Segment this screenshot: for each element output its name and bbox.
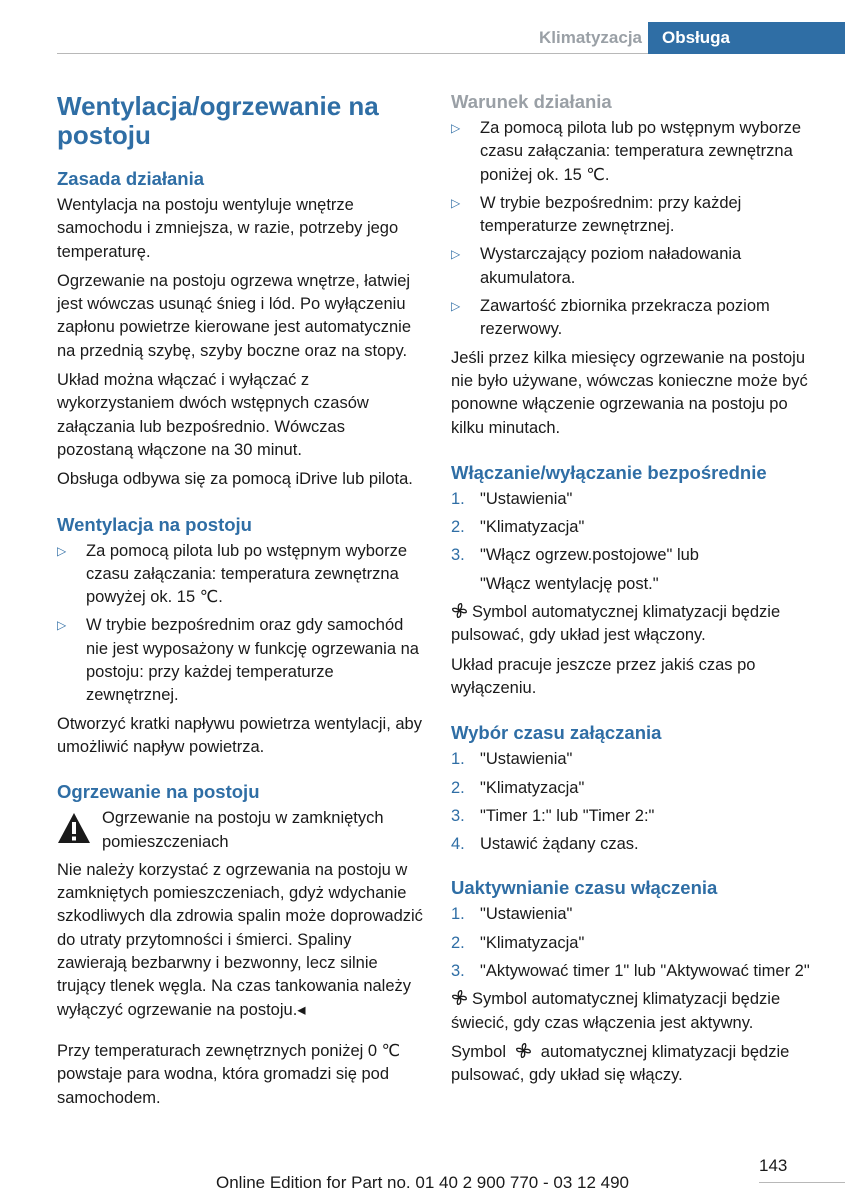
numbered-list (451, 488, 818, 568)
list-item: ▷ W trybie bezpośrednim: przy każdej temperaturze zewnętrznej. (451, 193, 742, 236)
warning-box (57, 807, 424, 854)
triangle-bullet-icon: ▷ (57, 543, 67, 558)
page-number: 143 (759, 1156, 788, 1175)
paragraph: Symbol automatycznej klimatyzacji będzie pulsować, gdy układ się włączy. (451, 1042, 790, 1085)
heading-uaktywnianie: Uaktywnianie czasu włączenia (451, 877, 718, 899)
triangle-bullet-icon: ▷ (451, 195, 461, 210)
header-section-label: Klimatyzacja (539, 28, 642, 47)
paragraph: Jeśli przez kilka miesięcy ogrzewanie na postoju nie było używane, wówczas konieczne może być ponowne włączenie ogrzewania na postoju po kilku minutach. (451, 348, 808, 437)
heading-ogrzewanie: Ogrzewanie na postoju (57, 781, 260, 803)
paragraph: Otworzyć kratki napływu powietrza wentylacji, aby umożliwić napływ powietrza. (57, 714, 422, 756)
fan-icon (451, 602, 468, 619)
triangle-bullet-icon: ▷ (57, 618, 67, 633)
heading-warunek: Warunek działania (451, 91, 612, 112)
numbered-list (451, 903, 818, 983)
list-step: 1. "Ustawienia" (451, 750, 573, 769)
list-step: 4. Ustawić żądany czas. (451, 835, 639, 854)
paragraph: Symbol automatycznej klimatyzacji będzie pulsować, gdy układ jest włączony. (451, 603, 781, 645)
list-step: 2. "Klimatyzacja" (451, 933, 585, 952)
list-item: ▷ Wystarczający poziom naładowania akumulatora. (451, 245, 742, 287)
triangle-bullet-icon: ▷ (451, 121, 461, 135)
paragraph: Układ pracuje jeszcze przez jakiś czas po wyłączeniu. (451, 655, 756, 697)
list-item: ▷ Za pomocą pilota lub po wstępnym wyborze czasu załączania: temperatura zewnętrzna powyżej ok. 15 ℃. (57, 541, 407, 607)
heading-wlaczanie: Włączanie/wyłączanie bezpośrednie (451, 461, 767, 483)
list-step: 3. "Aktywować timer 1" lub "Aktywować timer 2" (451, 962, 810, 981)
paragraph: Przy temperaturach zewnętrznych poniżej 0 ℃ powstaje para wodna, która gromadzi się pod samochodem. (57, 1041, 401, 1107)
bullet-list (451, 117, 818, 342)
right-column (451, 90, 818, 1094)
list-step: 3. "Timer 1:" lub "Timer 2:" (451, 806, 655, 825)
fan-icon (515, 1042, 532, 1059)
paragraph: Wentylacja na postoju wentyluje wnętrze samochodu i zmniejsza, w razie, potrzeby jego temperaturę. (57, 196, 399, 261)
list-step: 2. "Klimatyzacja" (451, 778, 585, 797)
list-step: 3. "Włącz ogrzew.postojowe" lub (451, 546, 699, 565)
footer-edition: Online Edition for Part no. 01 40 2 900 770 - 03 12 490 (215, 1173, 629, 1192)
fan-icon (451, 989, 468, 1006)
left-column (57, 90, 424, 1116)
warning-title: Ogrzewanie na postoju w zamkniętych pomieszczeniach (102, 809, 384, 851)
header-chapter-tab: Obsługa (648, 22, 845, 54)
heading-wentylacja: Wentylacja na postoju (57, 513, 252, 535)
triangle-bullet-icon: ▷ (451, 299, 461, 314)
list-item: ▷ W trybie bezpośrednim oraz gdy samochód nie jest wyposażony w funkcję ogrzewania na postoju: przy każdej temperaturze zewnętrznej. (57, 616, 419, 705)
warning-text: Nie należy korzystać z ogrzewania na postoju w zamkniętych pomieszczeniach, gdyż wdychanie szkodliwych dla zdrowia spalin może doprowadzić do utraty przytomności i śmierci. Spaliny zawierają bezbarwny i bezwonny, lecz silnie trujący tlenek węgla. Na czas tankowania należy wyłączyć ogrzewanie na postoju.◂ (57, 860, 423, 1019)
triangle-bullet-icon: ▷ (451, 247, 461, 262)
paragraph: Ogrzewanie na postoju ogrzewa wnętrze, łatwiej jest wówczas usunąć śnieg i lód. Po wyłączeniu zapłonu powietrze kierowane jest automatycznie na przednią szybę, szyby boczne oraz na stopy. (57, 271, 412, 360)
list-step-continuation: "Włącz wentylację post." (480, 574, 659, 593)
bullet-list (57, 540, 424, 708)
heading-zasada: Zasada działania (57, 168, 205, 189)
warning-triangle-icon (57, 812, 91, 844)
list-item: ▷ Za pomocą pilota lub po wstępnym wyborze czasu załączania: temperatura zewnętrzna poniżej ok. 15 ℃. (451, 119, 801, 184)
list-step: 1. "Ustawienia" (451, 489, 573, 508)
paragraph: Układ można włączać i wyłączać z wykorzystaniem dwóch wstępnych czasów załączania lub bezpośrednio. Wówczas pozostaną włączone na 30 minut. (57, 371, 369, 459)
numbered-list (451, 748, 818, 856)
paragraph: Symbol automatycznej klimatyzacji będzie świecić, gdy czas włączenia jest aktywny. (451, 990, 781, 1032)
list-step: 1. "Ustawienia" (451, 905, 573, 924)
heading-wybor-czasu: Wybór czasu załączania (451, 722, 662, 744)
page-title: Wentylacja/ogrzewanie na postoju (57, 91, 379, 150)
paragraph: Obsługa odbywa się za pomocą iDrive lub pilota. (57, 470, 413, 489)
list-step: 2. "Klimatyzacja" (451, 518, 585, 537)
list-item: ▷ Zawartość zbiornika przekracza poziom rezerwowy. (451, 297, 770, 339)
